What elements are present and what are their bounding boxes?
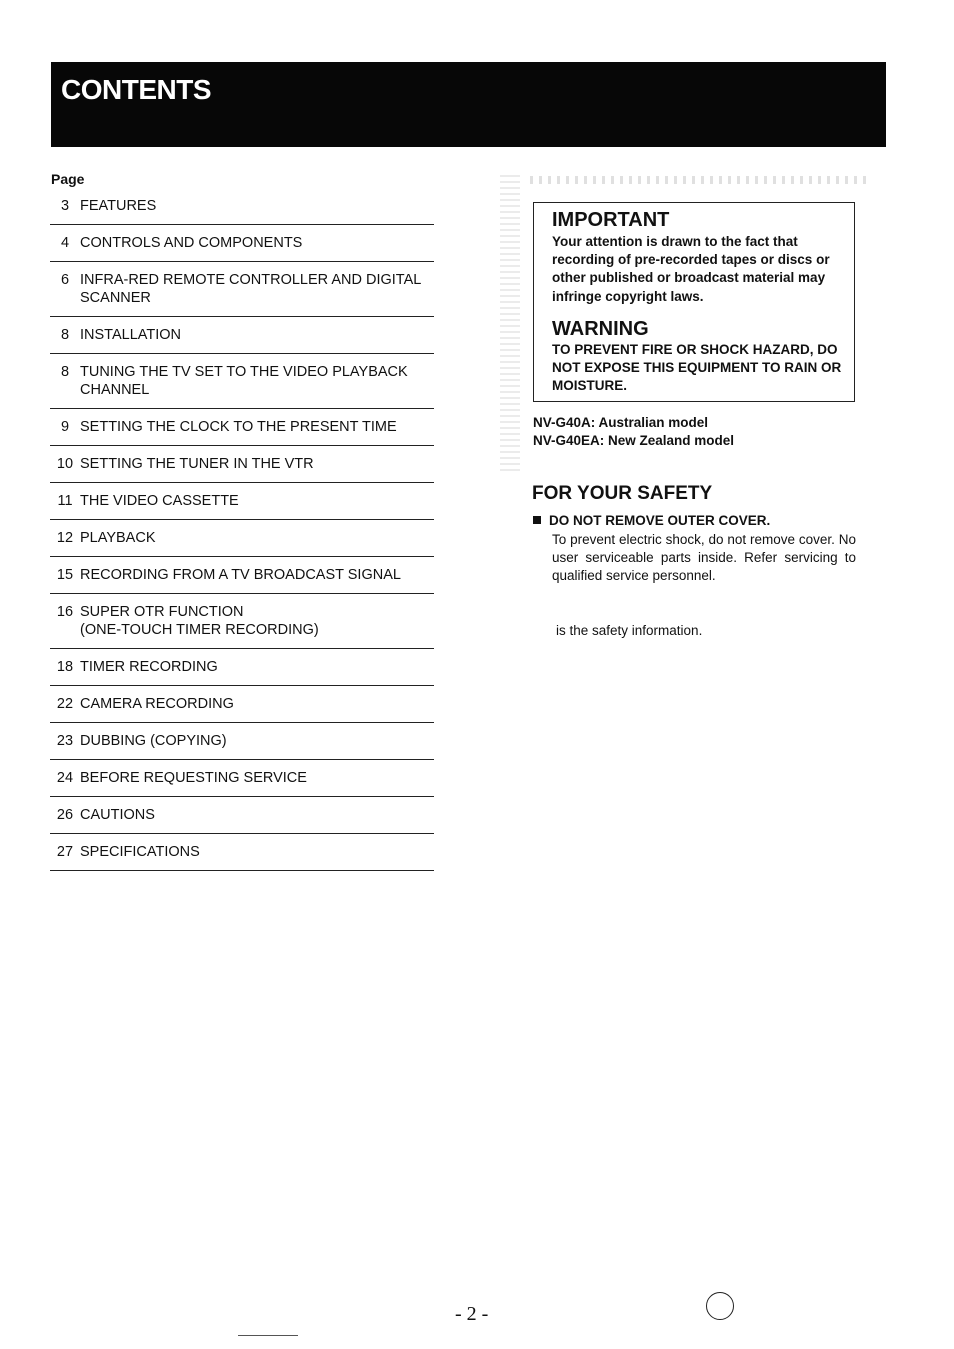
- important-warning-box: [533, 202, 855, 402]
- toc-row: [50, 483, 434, 520]
- toc-page-number: 8: [60, 364, 70, 380]
- toc-title: INSTALLATION: [80, 327, 181, 343]
- toc-title: CONTROLS AND COMPONENTS: [80, 235, 303, 251]
- toc-page-number: 22: [56, 696, 74, 712]
- toc-row: [50, 649, 434, 686]
- safety-bullet: [533, 513, 770, 528]
- page-number: - 2 -: [455, 1303, 489, 1325]
- page-title: CONTENTS: [61, 74, 211, 105]
- toc-page-number: 9: [60, 419, 70, 435]
- toc-title: INFRA-RED REMOTE CONTROLLER AND DIGITAL SCANNER: [80, 272, 422, 306]
- safety-info: is the safety information.: [556, 623, 703, 638]
- toc-row: [50, 317, 434, 354]
- toc-page-number: 24: [56, 770, 74, 786]
- toc-row: [50, 446, 434, 483]
- toc-row: [50, 797, 434, 834]
- toc-title: CAMERA RECORDING: [80, 696, 234, 712]
- toc-row: [50, 594, 434, 649]
- circle-mark: [706, 1292, 734, 1320]
- toc-row: [50, 225, 434, 262]
- warning-text: TO PREVENT FIRE OR SHOCK HAZARD, DO NOT EXPOSE THIS EQUIPMENT TO RAIN OR MOISTURE.: [552, 342, 842, 394]
- model-line: NV-G40EA: New Zealand model: [533, 433, 735, 448]
- toc-title: FEATURES: [80, 198, 157, 214]
- toc-page-number: 12: [56, 530, 74, 546]
- toc-page-number: 6: [60, 272, 70, 288]
- bottom-rule: [238, 1335, 298, 1336]
- model-line: NV-G40A: Australian model: [533, 415, 709, 430]
- toc-page-number: 8: [60, 327, 70, 343]
- important-text: Your attention is drawn to the fact that recording of pre-recorded tapes or discs or other published or broadcast material may infringe copyright laws.: [552, 234, 830, 304]
- toc-row: [50, 723, 434, 760]
- toc-row: [50, 188, 434, 225]
- toc-row: [50, 834, 434, 871]
- toc-page-number: 10: [56, 456, 74, 472]
- toc-page-number: 23: [56, 733, 74, 749]
- toc-title: SPECIFICATIONS: [80, 844, 200, 860]
- toc-title: SETTING THE CLOCK TO THE PRESENT TIME: [80, 419, 397, 435]
- safety-bullet-text: DO NOT REMOVE OUTER COVER.: [549, 513, 771, 528]
- toc-title: TIMER RECORDING: [80, 659, 218, 675]
- toc-row: [50, 520, 434, 557]
- toc-title: RECORDING FROM A TV BROADCAST SIGNAL: [80, 567, 401, 583]
- toc-title: THE VIDEO CASSETTE: [80, 493, 239, 509]
- safety-heading: FOR YOUR SAFETY: [532, 483, 713, 504]
- contents-header-bar: [51, 62, 886, 147]
- toc-title: DUBBING (COPYING): [80, 733, 227, 749]
- safety-text: To prevent electric shock, do not remove cover. No user serviceable parts inside. Refer servicing to qualified service personnel.: [552, 532, 856, 583]
- toc-page-number: 11: [57, 493, 73, 509]
- toc-title: SETTING THE TUNER IN THE VTR: [80, 456, 314, 472]
- toc-page-number: 4: [60, 235, 70, 251]
- toc-page-number: 26: [56, 807, 74, 823]
- toc-page-label: Page: [51, 171, 85, 187]
- scan-noise-strip: [500, 175, 520, 475]
- toc-title: SUPER OTR FUNCTION (ONE-TOUCH TIMER RECORDING): [80, 604, 319, 638]
- toc-row: [50, 557, 434, 594]
- toc-row: [50, 760, 434, 797]
- toc-row: [50, 262, 434, 317]
- table-of-contents: [50, 188, 434, 871]
- toc-row: [50, 686, 434, 723]
- toc-page-number: 3: [60, 198, 70, 214]
- important-heading: IMPORTANT: [552, 209, 670, 231]
- toc-row: [50, 409, 434, 446]
- toc-row: [50, 354, 434, 409]
- warning-heading: WARNING: [552, 318, 649, 340]
- toc-title: BEFORE REQUESTING SERVICE: [80, 770, 307, 786]
- toc-page-number: 27: [56, 844, 74, 860]
- toc-page-number: 18: [56, 659, 74, 675]
- toc-title: PLAYBACK: [80, 530, 156, 546]
- model-list: [533, 414, 734, 450]
- square-bullet-icon: [533, 516, 541, 524]
- toc-page-number: 15: [56, 567, 74, 583]
- toc-title: TUNING THE TV SET TO THE VIDEO PLAYBACK CHANNEL: [80, 364, 408, 398]
- toc-title: CAUTIONS: [80, 807, 155, 823]
- toc-page-number: 16: [56, 604, 74, 620]
- scan-noise-top: [530, 176, 870, 184]
